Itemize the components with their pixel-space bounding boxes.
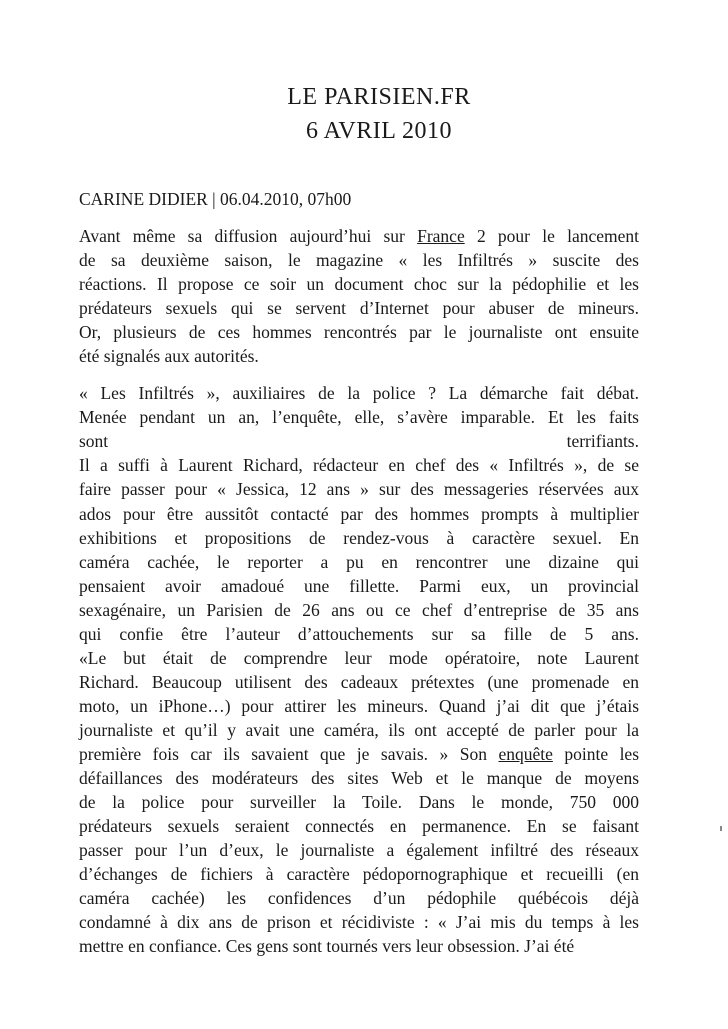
publication-title: LE PARISIEN.FR	[287, 84, 471, 110]
text-line: mettre en confiance. Ces gens sont tournés vers leur obsession. J’ai été	[79, 936, 575, 957]
text-line: Menée pendant un an, l’enquête, elle, s’avère imparable. Et les faits	[79, 407, 639, 428]
text-line: été signalés aux autorités.	[79, 346, 259, 367]
text-line: prédateurs sexuels seraient connectés en permanence. En se faisant	[79, 816, 639, 837]
text-line: exhibitions et propositions de rendez-vous à caractère sexuel. En	[79, 527, 639, 548]
text-line: pensaient avoir amadoué une fillette. Parmi eux, un provincial	[79, 575, 639, 596]
scan-edge-mark	[720, 826, 722, 831]
text-line: «Le but était de comprendre leur mode opératoire, note Laurent	[79, 647, 639, 668]
text-line: sexagénaire, un Parisien de 26 ans ou ce chef d’entreprise de 35 ans	[79, 599, 639, 620]
text-line: caméra cachée, le reporter a pu en rencontrer une dizaine qui	[79, 551, 639, 572]
text-line: défaillances des modérateurs des sites Web et le manque de moyens	[79, 768, 639, 789]
text-line: caméra cachée) les confidences d’un pédophile québécois déjà	[79, 888, 639, 909]
text-line: réactions. Il propose ce soir un document choc sur la pédophilie et les	[79, 274, 639, 295]
document-header	[0, 80, 728, 148]
article-body	[79, 224, 639, 958]
text-line: sont terrifiants.	[79, 431, 639, 452]
text-line: condamné à dix ans de prison et récidiviste : « J’ai mis du temps à les	[79, 912, 639, 933]
text-line: de sa deuxième saison, le magazine « les Infiltrés » suscite des	[79, 250, 639, 271]
text-line: Or, plusieurs de ces hommes rencontrés par le journaliste ont ensuite	[79, 322, 639, 343]
text-line: passer pour l’un d’eux, le journaliste a également infiltré des réseaux	[79, 840, 639, 861]
text-line: journaliste et qu’il y avait une caméra, ils ont accepté de parler pour la	[79, 719, 639, 740]
text-line: moto, un iPhone…) pour attirer les mineurs. Quand j’ai dit que j’étais	[79, 695, 639, 716]
text-line: qui confie être l’auteur d’attouchements sur sa fille de 5 ans.	[79, 623, 639, 644]
text-line: prédateurs sexuels qui se servent d’Internet pour abuser de mineurs.	[79, 298, 639, 319]
article-paragraph	[79, 224, 639, 368]
text-line: Avant même sa diffusion aujourd’hui sur France 2 pour le lancement	[79, 226, 639, 246]
underlined-link[interactable]: enquête	[498, 743, 553, 764]
text-line: faire passer pour « Jessica, 12 ans » sur des messageries réservées aux	[79, 479, 639, 500]
text-line: d’échanges de fichiers à caractère pédopornographique et recueilli (en	[79, 864, 639, 885]
text-line: ados pour être aussitôt contacté par des hommes prompts à multiplier	[79, 503, 639, 524]
text-line: Richard. Beaucoup utilisent des cadeaux prétextes (une promenade en	[79, 671, 639, 692]
article-paragraph	[79, 381, 639, 958]
text-line: première fois car ils savaient que je savais. » Son enquête pointe les	[79, 743, 640, 764]
text-line: de la police pour surveiller la Toile. Dans le monde, 750 000	[79, 792, 639, 813]
text-line: Il a suffi à Laurent Richard, rédacteur en chef des « Infiltrés », de se	[79, 455, 639, 476]
paragraph-gap	[79, 368, 639, 381]
article-byline: CARINE DIDIER | 06.04.2010, 07h00	[79, 189, 352, 209]
publication-date: 6 AVRIL 2010	[305, 118, 452, 144]
underlined-link[interactable]: France	[417, 226, 465, 246]
text-line: « Les Infiltrés », auxiliaires de la police ? La démarche fait débat.	[79, 383, 639, 404]
